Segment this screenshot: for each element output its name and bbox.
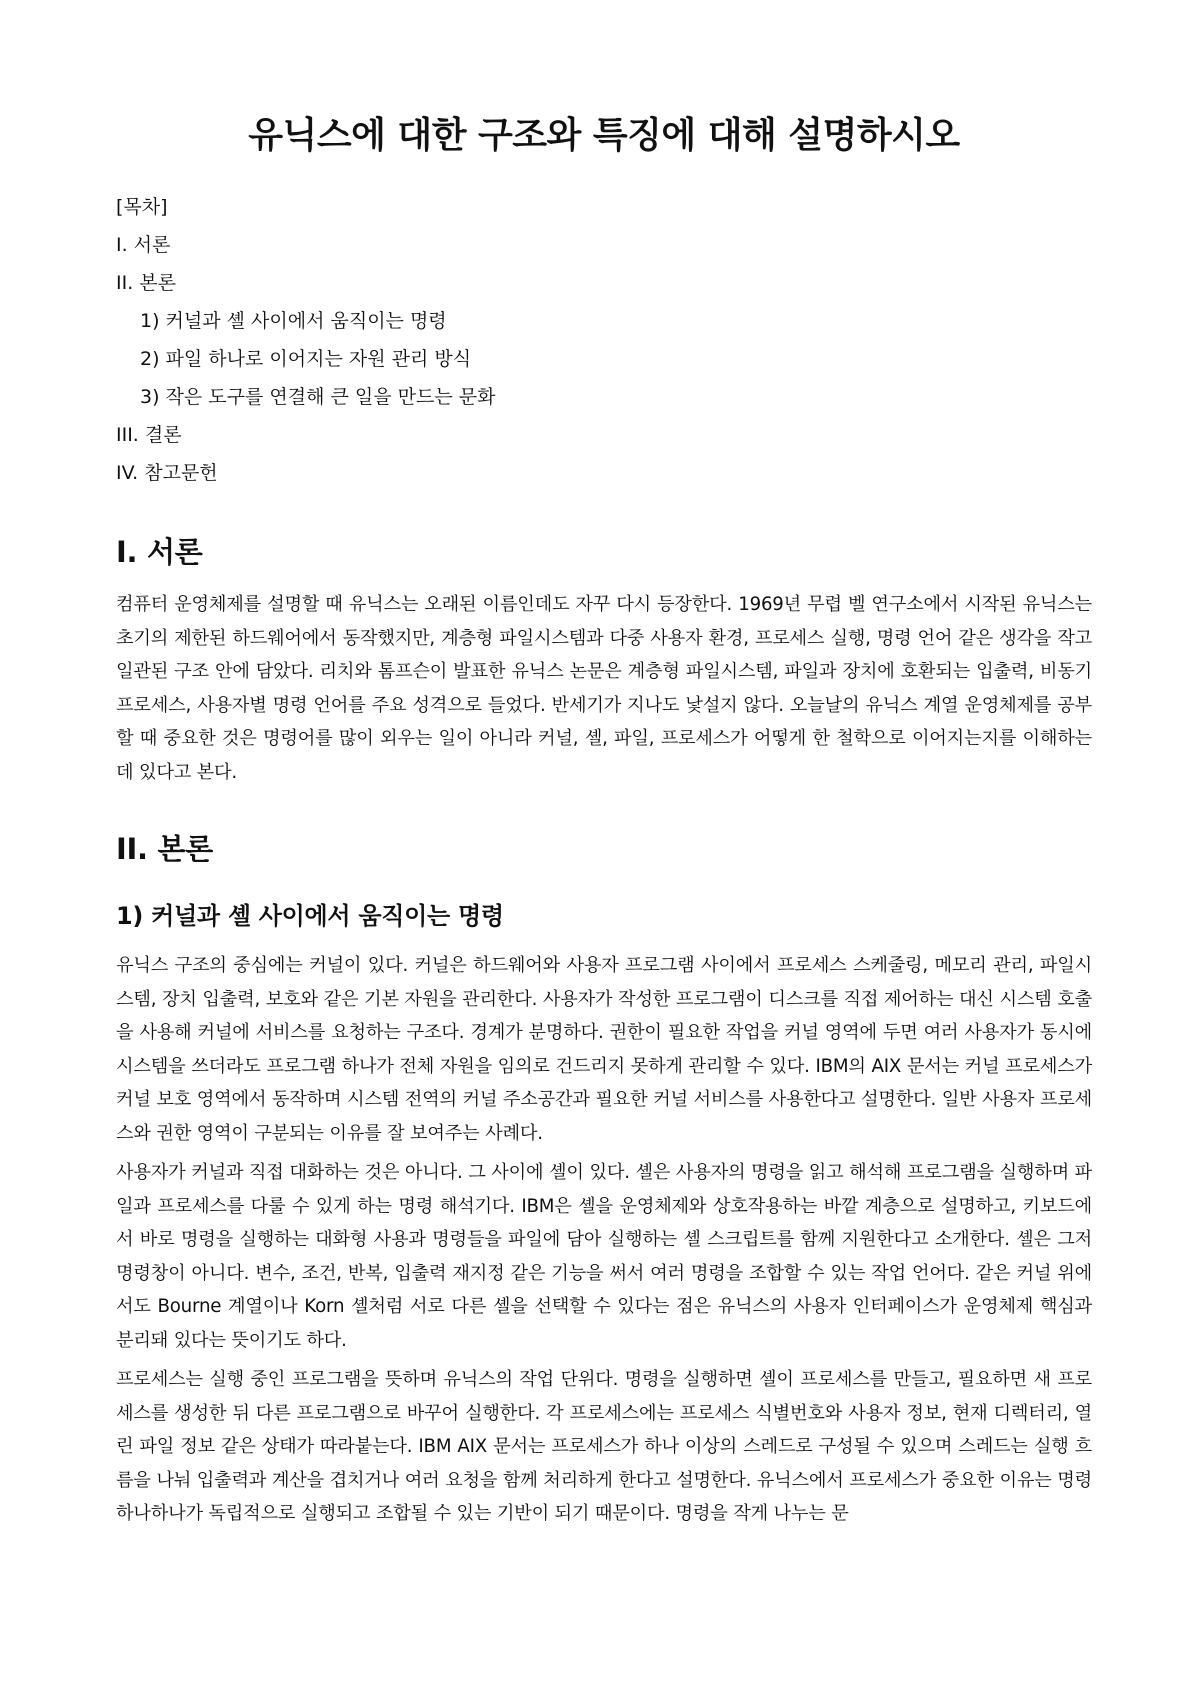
toc-item-body-1: 1) 커널과 셸 사이에서 움직이는 명령 — [140, 310, 447, 332]
toc-item-body-3: 3) 작은 도구를 연결해 큰 일을 만드는 문화 — [140, 386, 496, 408]
body-sub1-paragraph-1: 유닉스 구조의 중심에는 커널이 있다. 커널은 하드웨어와 사용자 프로그램 사이에서 프로세스 스케줄링, 메모리 관리, 파일시스템, 장치 입출력, 보호와 같은 기본 자원을 관리한다. 사용자가 작성한 프로그램이 디스크를 직접 제어하는 대신 시스템 호출을 사용해 커널에 서비스를 요청하는 구조다. 경계가 분명하다. 권한이 필요한 작업을 커널 영역에 두면 여러 사용자가 동시에 시스템을 쓰더라도 프로그램 하나가 전체 자원을 임의로 건드리지 못하게 관리할 수 있다. IBM의 AIX 문서는 커널 프로세스가 커널 보호 영역에서 동작하며 시스템 전역의 커널 주소공간과 필요한 커널 서비스를 사용한다고 설명한다. 일반 사용자 프로세스와 권한 영역이 구분되는 이유를 잘 보여주는 사례다. — [116, 955, 1092, 1144]
intro-paragraph: 컴퓨터 운영체제를 설명할 때 유닉스는 오래된 이름인데도 자꾸 다시 등장한다. 1969년 무렵 벨 연구소에서 시작된 유닉스는 초기의 제한된 하드웨어에서 동작했지만, 계층형 파일시스템과 다중 사용자 환경, 프로세스 실행, 명령 언어 같은 생각을 작고 일관된 구조 안에 담았다. 리치와 톰프슨이 발표한 유닉스 논문은 계층형 파일시스템, 파일과 장치에 호환되는 입출력, 비동기 프로세스, 사용자별 명령 언어를 주요 성격으로 들었다. 반세기가 지나도 낯설지 않다. 오늘날의 유닉스 계열 운영체제를 공부할 때 중요한 것은 명령어를 많이 외우는 일이 아니라 커널, 셸, 파일, 프로세스가 어떻게 한 철학으로 이어지는지를 이해하는 데 있다고 본다. — [116, 594, 1092, 783]
body-sub1-paragraph-3: 프로세스는 실행 중인 프로그램을 뜻하며 유닉스의 작업 단위다. 명령을 실행하면 셸이 프로세스를 만들고, 필요하면 새 프로세스를 생성한 뒤 다른 프로그램으로 바꾸어 실행한다. 각 프로세스에는 프로세스 식별번호와 사용자 정보, 현재 디렉터리, 열린 파일 정보 같은 상태가 따라붙는다. IBM AIX 문서는 프로세스가 하나 이상의 스레드로 구성될 수 있으며 스레드는 실행 흐름을 나눠 입출력과 계산을 겹치거나 여러 요청을 함께 처리하게 한다고 설명한다. 유닉스에서 프로세스가 중요한 이유는 명령 하나하나가 독립적으로 실행되고 조합될 수 있는 기반이 되기 때문이다. 명령을 작게 나누는 문 — [116, 1369, 1092, 1524]
toc-item-conclusion: III. 결론 — [116, 424, 182, 446]
table-of-contents — [116, 188, 1092, 492]
toc-item-intro: I. 서론 — [116, 234, 171, 256]
toc-heading: [목차] — [116, 196, 168, 218]
body-sub1-paragraph-2: 사용자가 커널과 직접 대화하는 것은 아니다. 그 사이에 셸이 있다. 셸은 사용자의 명령을 읽고 해석해 프로그램을 실행하며 파일과 프로세스를 다룰 수 있게 하는 명령 해석기다. IBM은 셸을 운영체제와 상호작용하는 바깥 계층으로 설명하고, 키보드에서 바로 명령을 실행하는 대화형 사용과 명령들을 파일에 담아 실행하는 셸 스크립트를 함께 지원한다고 소개한다. 셸은 그저 명령창이 아니다. 변수, 조건, 반복, 입출력 재지정 같은 기능을 써서 여러 명령을 조합할 수 있는 작업 언어다. 같은 커널 위에서도 Bourne 계열이나 Korn 셸처럼 서로 다른 셸을 선택할 수 있다는 점은 유닉스의 사용자 인터페이스가 운영체제 핵심과 분리돼 있다는 뜻이기도 하다. — [116, 1162, 1092, 1351]
toc-item-references: IV. 참고문헌 — [116, 462, 218, 484]
toc-item-body: II. 본론 — [116, 272, 176, 294]
intro-heading: I. 서론 — [116, 535, 203, 569]
document-title: 유닉스에 대한 구조와 특징에 대해 설명하시오 — [248, 115, 960, 156]
body-sub1-heading: 1) 커널과 셸 사이에서 움직이는 명령 — [116, 902, 504, 930]
toc-item-body-2: 2) 파일 하나로 이어지는 자원 관리 방식 — [140, 348, 472, 370]
body-heading: II. 본론 — [116, 832, 213, 866]
